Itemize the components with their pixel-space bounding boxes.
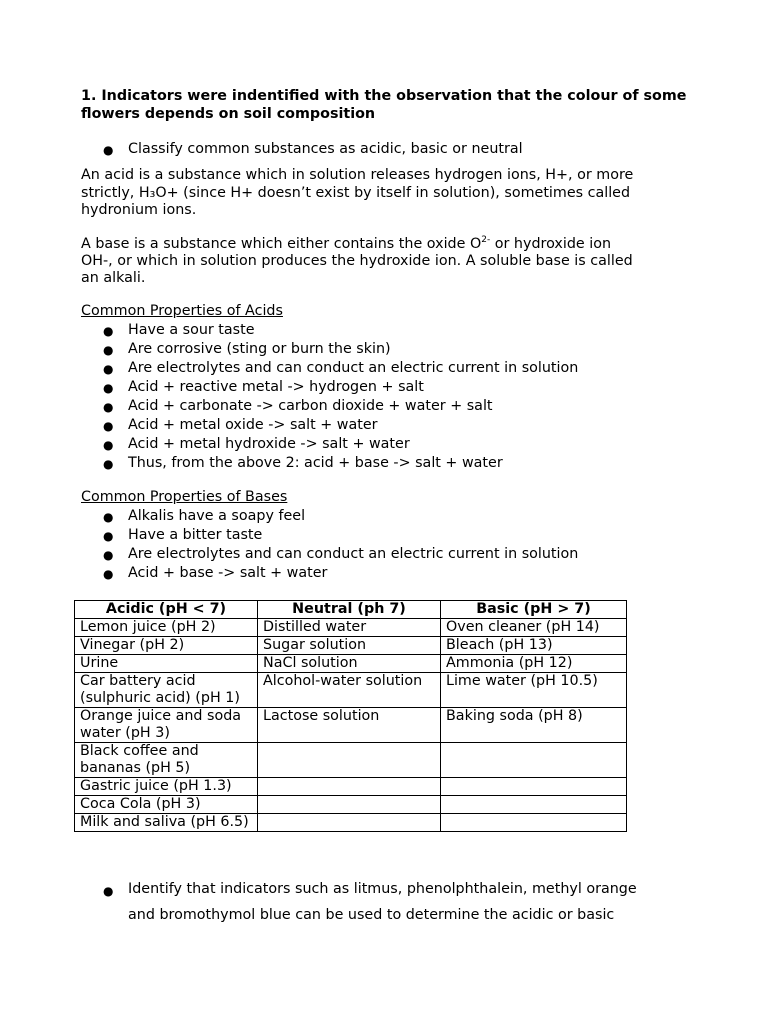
table-cell: Alcohol-water solution: [258, 673, 441, 708]
list-item: Thus, from the above 2: acid + base -> salt + water: [128, 455, 503, 471]
table-cell: Lactose solution: [258, 708, 441, 743]
base-definition-line-1: A base is a substance which either contains the oxide $O^{2-}$ or hydroxide ion: [81, 235, 612, 252]
list-item: Have a sour taste: [128, 322, 255, 338]
table-cell: Bleach (pH 13): [441, 637, 627, 655]
bullet-icon: ●: [103, 438, 114, 452]
bullet-icon: ●: [103, 548, 114, 562]
table-cell: Urine: [75, 655, 258, 673]
table-cell: NaCl solution: [258, 655, 441, 673]
list-item: Are corrosive (sting or burn the skin): [128, 341, 391, 357]
table-cell: Ammonia (pH 12): [441, 655, 627, 673]
table-row: [75, 637, 627, 655]
table-cell: [441, 814, 627, 832]
bullet-icon: ●: [103, 529, 114, 543]
bullet-icon: ●: [103, 567, 114, 581]
table-row: [75, 796, 627, 814]
table-row: [75, 743, 627, 778]
bullet-icon: ●: [103, 143, 114, 157]
bullet-icon: ●: [103, 884, 114, 898]
table-cell: [258, 814, 441, 832]
acid-definition-line-3: hydronium ions.: [81, 202, 197, 218]
table-cell: Lemon juice (pH 2): [75, 619, 258, 637]
bullet-icon: ●: [103, 510, 114, 524]
table-header-row: [75, 601, 627, 619]
table-header-cell: Basic (pH > 7): [441, 601, 627, 619]
base-definition-line-2: OH-, or which in solution produces the hydroxide ion. A soluble base is called: [81, 253, 633, 269]
table-cell: Distilled water: [258, 619, 441, 637]
table-cell: [258, 796, 441, 814]
identify-bullet-line-1: Identify that indicators such as litmus, phenolphthalein, methyl orange: [128, 881, 637, 897]
list-item: Acid + reactive metal -> hydrogen + salt: [128, 379, 424, 395]
list-item: Acid + metal oxide -> salt + water: [128, 417, 378, 433]
identify-bullet-line-2: and bromothymol blue can be used to determine the acidic or basic: [128, 907, 615, 923]
bullet-icon: ●: [103, 400, 114, 414]
table-row: [75, 619, 627, 637]
table-cell: Baking soda (pH 8): [441, 708, 627, 743]
bullet-icon: ●: [103, 362, 114, 376]
table-cell: Sugar solution: [258, 637, 441, 655]
table-header-cell: Neutral (ph 7): [258, 601, 441, 619]
table-row: [75, 814, 627, 832]
table-cell: Milk and saliva (pH 6.5): [75, 814, 258, 832]
table-cell: [441, 743, 627, 778]
table-row: [75, 655, 627, 673]
list-item: Are electrolytes and can conduct an electric current in solution: [128, 360, 579, 376]
table-cell: [441, 778, 627, 796]
list-item: Acid + base -> salt + water: [128, 565, 328, 581]
table-cell: Gastric juice (pH 1.3): [75, 778, 258, 796]
table-cell: Coca Cola (pH 3): [75, 796, 258, 814]
acid-definition-line-2: strictly, H₃O+ (since H+ doesn’t exist by itself in solution), sometimes called: [81, 185, 631, 201]
table-row: [75, 708, 627, 743]
table-row: [75, 673, 627, 708]
bases-section-title: Common Properties of Bases: [81, 489, 288, 505]
classify-bullet-text: Classify common substances as acidic, basic or neutral: [128, 141, 523, 157]
list-item: Acid + carbonate -> carbon dioxide + water + salt: [128, 398, 493, 414]
table-cell: Black coffee and bananas (pH 5): [75, 743, 258, 778]
bullet-icon: ●: [103, 324, 114, 338]
acids-section-title: Common Properties of Acids: [81, 303, 283, 319]
bullet-icon: ●: [103, 381, 114, 395]
acid-definition-line-1: An acid is a substance which in solution releases hydrogen ions, H+, or more: [81, 167, 634, 183]
table-cell: [258, 743, 441, 778]
table-cell: Orange juice and soda water (pH 3): [75, 708, 258, 743]
base-definition-line-3: an alkali.: [81, 270, 146, 286]
table-cell: [441, 796, 627, 814]
bullet-icon: ●: [103, 457, 114, 471]
table-cell: Oven cleaner (pH 14): [441, 619, 627, 637]
table-header-cell: Acidic (pH < 7): [75, 601, 258, 619]
superscript-charge: 2-: [481, 235, 491, 245]
table-cell: Lime water (pH 10.5): [441, 673, 627, 708]
ph-classification-table: [74, 600, 627, 832]
table-cell: Car battery acid (sulphuric acid) (pH 1): [75, 673, 258, 708]
table-cell: [258, 778, 441, 796]
bullet-icon: ●: [103, 419, 114, 433]
table-cell: Vinegar (pH 2): [75, 637, 258, 655]
list-item: Acid + metal hydroxide -> salt + water: [128, 436, 410, 452]
table-row: [75, 778, 627, 796]
list-item: Are electrolytes and can conduct an electric current in solution: [128, 546, 579, 562]
list-item: Have a bitter taste: [128, 527, 263, 543]
list-item: Alkalis have a soapy feel: [128, 508, 306, 524]
section-heading: 1. Indicators were indentified with the observation that the colour of some flowers depends on soil composition: [81, 88, 687, 122]
bullet-icon: ●: [103, 343, 114, 357]
